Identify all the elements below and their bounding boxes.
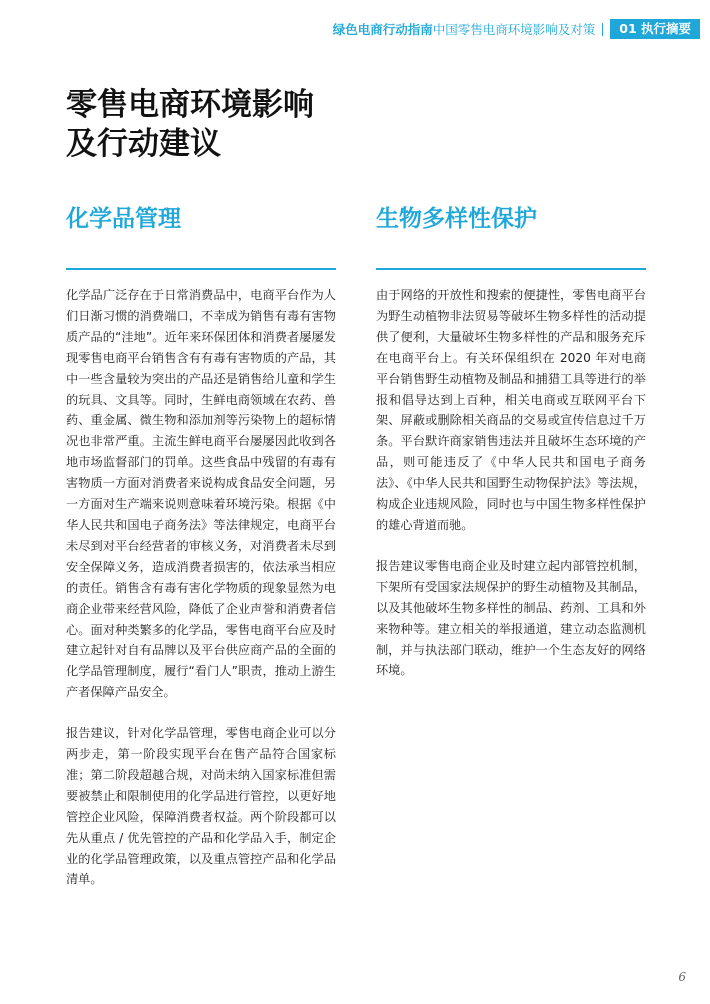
heading-chemical-management: 化学品管理 xyxy=(66,206,181,232)
page-title-line-1: 零售电商环境影响 xyxy=(66,87,314,123)
left-paragraph-2: 报告建议，针对化学品管理，零售电商企业可以分两步走，第一阶段实现平台在售产品符合国家标准；第二阶段超越合规，对尚未纳入国家标准但需要被禁止和限制使用的化学品进行管控，以更好地管控企业风险，保障消费者权益。两个阶段都可以先从重点 / 优先管控的产品和化学品入手，制定企业的化学品管理政策，以及重点管控产品和化学品清单。 xyxy=(66,726,336,887)
header-divider xyxy=(602,23,603,36)
running-header xyxy=(333,19,700,39)
header-subtitle: 中国零售电商环境影响及对策 xyxy=(432,22,596,37)
left-column-rule xyxy=(66,268,336,270)
left-paragraph-1: 化学品广泛存在于日常消费品中，电商平台作为人们日渐习惯的消费端口，不幸成为销售有毒有害物质产品的“洼地”。近年来环保团体和消费者屡屡发现零售电商平台销售含有有毒有害物质的产品，其中一些含量较为突出的产品还是销售给儿童和学生的玩具、文具等。同时，生鲜电商领域在农药、兽药、重金属、微生物和添加剂等污染物上的超标情况也非常严重。主流生鲜电商平台屡屡因此收到各地市场监督部门的罚单。这些食品中残留的有毒有害物质一方面对消费者来说构成食品安全问题，另一方面对生产端来说则意味着环境污染。根据《中华人民共和国电子商务法》等法律规定，电商平台未尽到对平台经营者的审核义务，对消费者未尽到安全保障义务，造成消费者损害的，依法承当相应的责任。销售含有毒有害化学物质的现象显然为电商企业带来经营风险，降低了企业声誉和消费者信心。面对种类繁多的化学品，零售电商平台应及时建立起针对自有品牌以及平台供应商产品的全面的化学品管理制度，履行“看门人”职责，推动上游生产者保障产品安全。 xyxy=(66,288,336,700)
right-paragraph-2: 报告建议零售电商企业及时建立起内部管控机制，下架所有受国家法规保护的野生动植物及其制品，以及其他破坏生物多样性的制品、药剂、工具和外来物种等。建立相关的举报通道，建立动态监测机制，并与执法部门联动，维护一个生态友好的网络环境。 xyxy=(376,558,646,678)
heading-biodiversity-protection: 生物多样性保护 xyxy=(376,206,537,232)
right-column-rule xyxy=(376,268,646,270)
header-brand: 绿色电商行动指南 xyxy=(332,22,433,37)
section-tag: 01 执行摘要 xyxy=(610,19,700,39)
right-column-text xyxy=(376,285,646,701)
page-title xyxy=(66,86,626,164)
page-number: 6 xyxy=(678,970,686,984)
left-column-text xyxy=(66,285,336,910)
page-title-line-2: 及行动建议 xyxy=(66,126,221,162)
right-paragraph-1: 由于网络的开放性和搜索的便捷性，零售电商平台为野生动植物非法贸易等破坏生物多样性的活动提供了便利，大量破坏生物多样性的产品和服务充斥在电商平台上。有关环保组织在 2020 年对电商平台销售野生动植物及制品和捕猎工具等进行的举报和倡导达到上百种，相关电商或互联网平台下架、屏蔽或删除相关商品的交易或宣传信息过千万条。平台默许商家销售违法并且破坏生态环境的产品，则可能违反了《中华人民共和国电子商务法》、《中华人民共和国野生动物保护法》等法规，构成企业违规风险，同时也与中国生物多样性保护的雄心背道而驰。 xyxy=(376,288,646,532)
